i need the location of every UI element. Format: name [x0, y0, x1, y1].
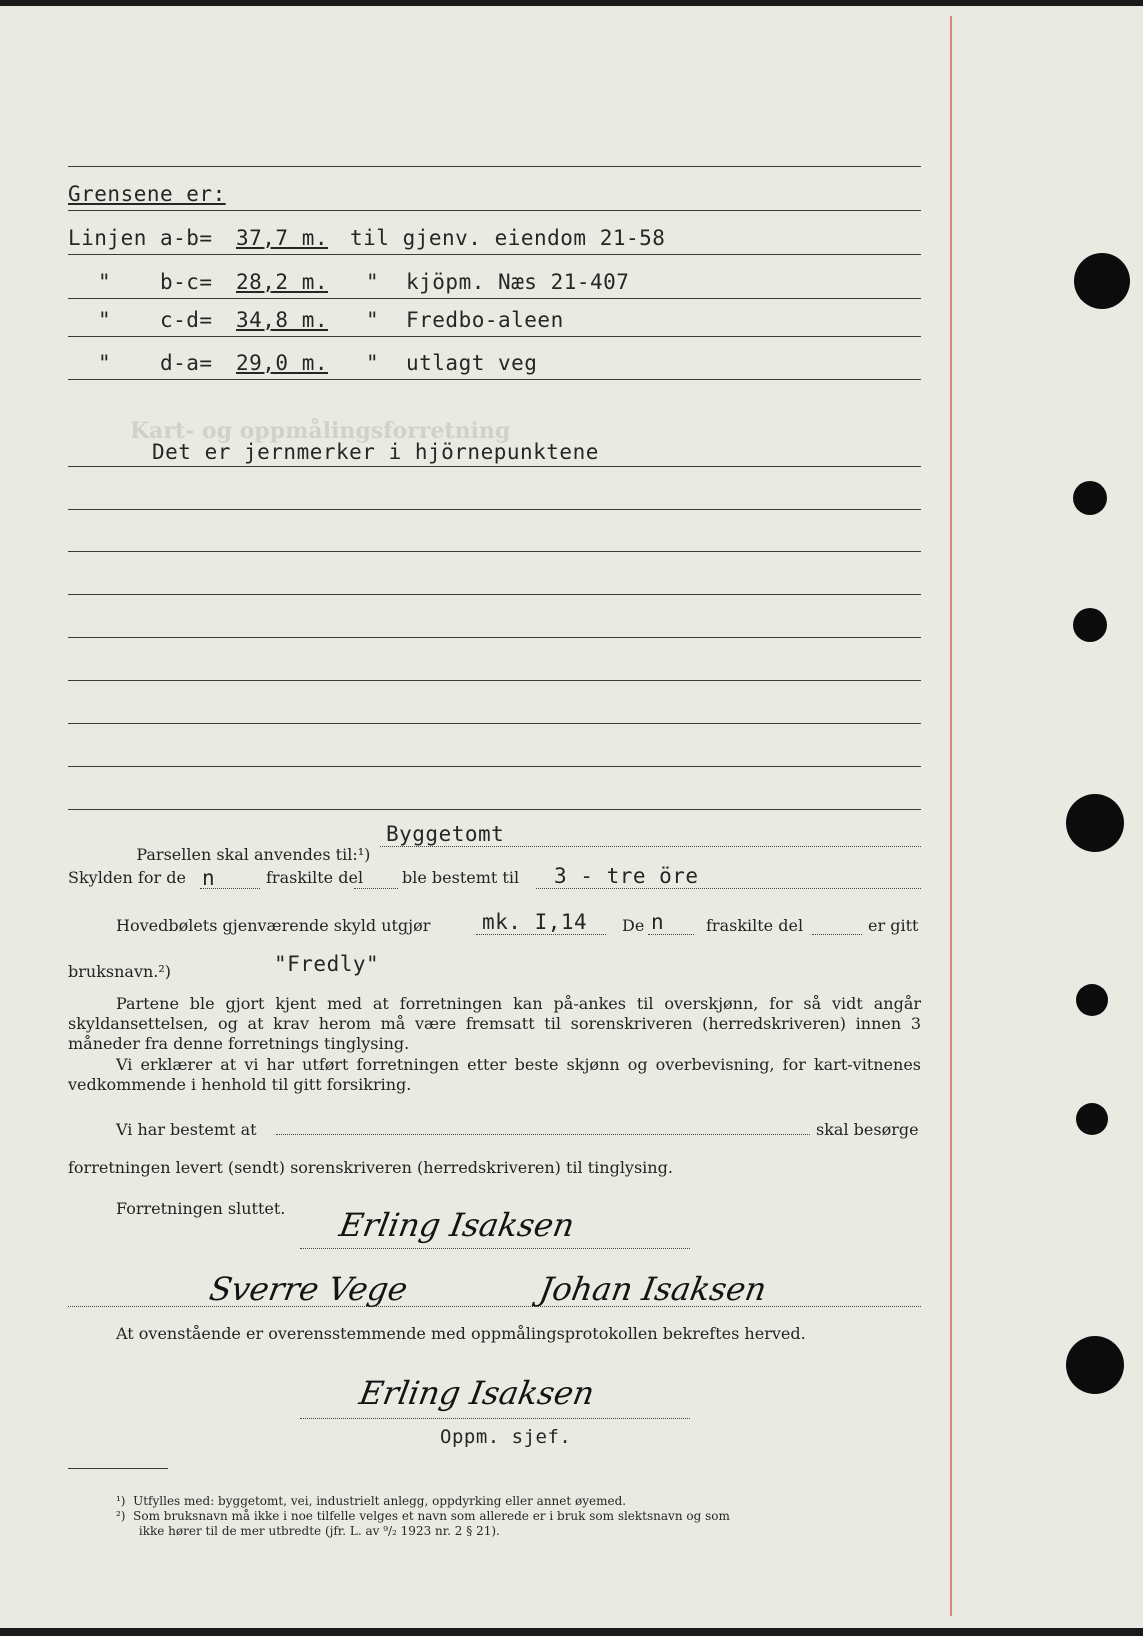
skyld-label-b: fraskilte del [266, 868, 364, 887]
parsel-label: Parsellen skal anvendes til:¹) [136, 845, 371, 864]
final-signature: Erling Isaksen [356, 1374, 598, 1412]
ruled-line [68, 594, 921, 595]
skyld-label-a: Skylden for de [68, 868, 186, 887]
ruled-line [68, 336, 921, 337]
footnote-2: ²) Som bruksnavn må ikke i noe tilfelle velges et navn som allerede er i bruk som slektsnavn og som [116, 1509, 730, 1523]
skyld-value: 3 - tre öre [554, 864, 699, 888]
boundary-prefix: " [98, 308, 112, 332]
hoved-de: De [622, 916, 645, 935]
hoved-dotted-b [648, 934, 694, 936]
ruled-line [68, 766, 921, 767]
punch-hole [1073, 608, 1107, 642]
footnote-2-continued: ikke hører til de mer utbredte (jfr. L. av ⁹/₂ 1923 nr. 2 § 21). [116, 1524, 500, 1538]
boundary-ditto: " [366, 270, 380, 294]
boundary-relation: kjöpm. Næs 21-407 [406, 270, 630, 294]
boundary-relation: Fredbo-aleen [406, 308, 564, 332]
signature-1: Erling Isaksen [336, 1206, 578, 1244]
boundary-length: 29,0 m. [236, 351, 329, 375]
skyld-label-c: ble bestemt til [402, 868, 520, 887]
boundary-segment: d-a= [160, 351, 213, 375]
boundary-ditto: " [366, 351, 380, 375]
boundary-length: 28,2 m. [236, 270, 329, 294]
ruled-line [68, 809, 921, 810]
bestemt-dotted-line [276, 1134, 810, 1136]
hoved-label: Hovedbølets gjenværende skyld utgjør [116, 916, 431, 935]
hoved-gitt: er gitt [868, 916, 919, 935]
final-signature-line [300, 1418, 690, 1420]
footnote-rule [68, 1468, 168, 1469]
ruled-line [68, 551, 921, 552]
punch-hole [1076, 984, 1108, 1016]
boundary-segment: b-c= [160, 270, 213, 294]
bleed-through-text: Kart- og oppmålingsforretning [130, 418, 511, 444]
confirm-text: At ovenstående er overensstemmende med oppmålingsprotokollen bekreftes herved. [116, 1324, 806, 1343]
skyld-dotted-a [200, 888, 260, 890]
bestemt-label: Vi har bestemt at [116, 1120, 257, 1139]
bruk-label: bruksnavn.²) [68, 962, 172, 981]
boundary-prefix: " [98, 351, 112, 375]
bestemt-suffix: skal besørge [816, 1120, 919, 1139]
margin-rule [950, 16, 952, 1616]
ruled-line [68, 466, 921, 467]
skyld-dotted-c [536, 888, 921, 890]
boundary-relation: til gjenv. eiendom 21-58 [350, 226, 666, 250]
ruled-line [68, 723, 921, 724]
punch-hole [1066, 794, 1124, 852]
boundary-length: 37,7 m. [236, 226, 329, 250]
ruled-line [68, 680, 921, 681]
ruled-line [68, 210, 921, 211]
sluttet-text: Forretningen sluttet. [116, 1199, 286, 1218]
punch-hole [1073, 481, 1107, 515]
levert-text: forretningen levert (sendt) sorenskriveren (herredskriveren) til tinglysing. [68, 1158, 673, 1177]
boundary-relation: utlagt veg [406, 351, 538, 375]
appeal-paragraph [68, 994, 921, 1054]
ruled-line [68, 298, 921, 299]
parsel-dotted-line [380, 846, 921, 848]
hoved-frask: fraskilte del [706, 916, 804, 935]
signature-1-line [300, 1248, 690, 1250]
hoved-dotted-a [476, 934, 606, 936]
declaration-paragraph [68, 1055, 921, 1095]
punch-hole [1074, 253, 1130, 309]
boundary-segment: c-d= [160, 308, 213, 332]
skyld-fill-a: n [202, 866, 216, 890]
boundary-ditto: " [366, 308, 380, 332]
bruk-value: "Fredly" [274, 952, 380, 976]
ruled-line [68, 379, 921, 380]
ruled-line [68, 166, 921, 167]
document-page [0, 6, 1143, 1628]
signature-3: Johan Isaksen [536, 1270, 770, 1308]
parsel-value: Byggetomt [386, 822, 505, 846]
boundary-prefix: Linjen [68, 226, 147, 250]
hoved-value: mk. I,14 [482, 910, 588, 934]
ruled-line [68, 254, 921, 255]
skyld-dotted-b [354, 888, 398, 890]
punch-hole [1066, 1336, 1124, 1394]
punch-hole [1076, 1103, 1108, 1135]
boundary-prefix: " [98, 270, 112, 294]
corner-marks-note: Det er jernmerker i hjörnepunktene [152, 440, 599, 464]
boundary-length: 34,8 m. [236, 308, 329, 332]
appeal-text: Partene ble gjort kjent med at forretningen kan på-ankes til overskjønn, for så vidt angår skyldansettelsen, og at krav herom må være fremsatt til sorenskriveren (herredskriveren) innen 3 måneder fra denne forretnings tinglysing. [68, 994, 921, 1053]
ruled-line [68, 509, 921, 510]
signature-2: Sverre Vege [206, 1270, 411, 1308]
footnote-1: ¹) Utfylles med: byggetomt, vei, industrielt anlegg, oppdyrking eller annet øyemed. [116, 1494, 627, 1508]
hoved-fill: n [651, 910, 665, 934]
boundaries-heading: Grensene er: [68, 182, 226, 206]
final-title: Oppm. sjef. [440, 1426, 572, 1448]
signature-2-3-line [68, 1306, 921, 1308]
ruled-line [68, 637, 921, 638]
declaration-text: Vi erklærer at vi har utført forretningen etter beste skjønn og overbevisning, for kart-vitnenes vedkommende i henhold til gitt forsikring. [68, 1055, 921, 1094]
boundary-segment: a-b= [160, 226, 213, 250]
hoved-dotted-c [812, 934, 862, 936]
